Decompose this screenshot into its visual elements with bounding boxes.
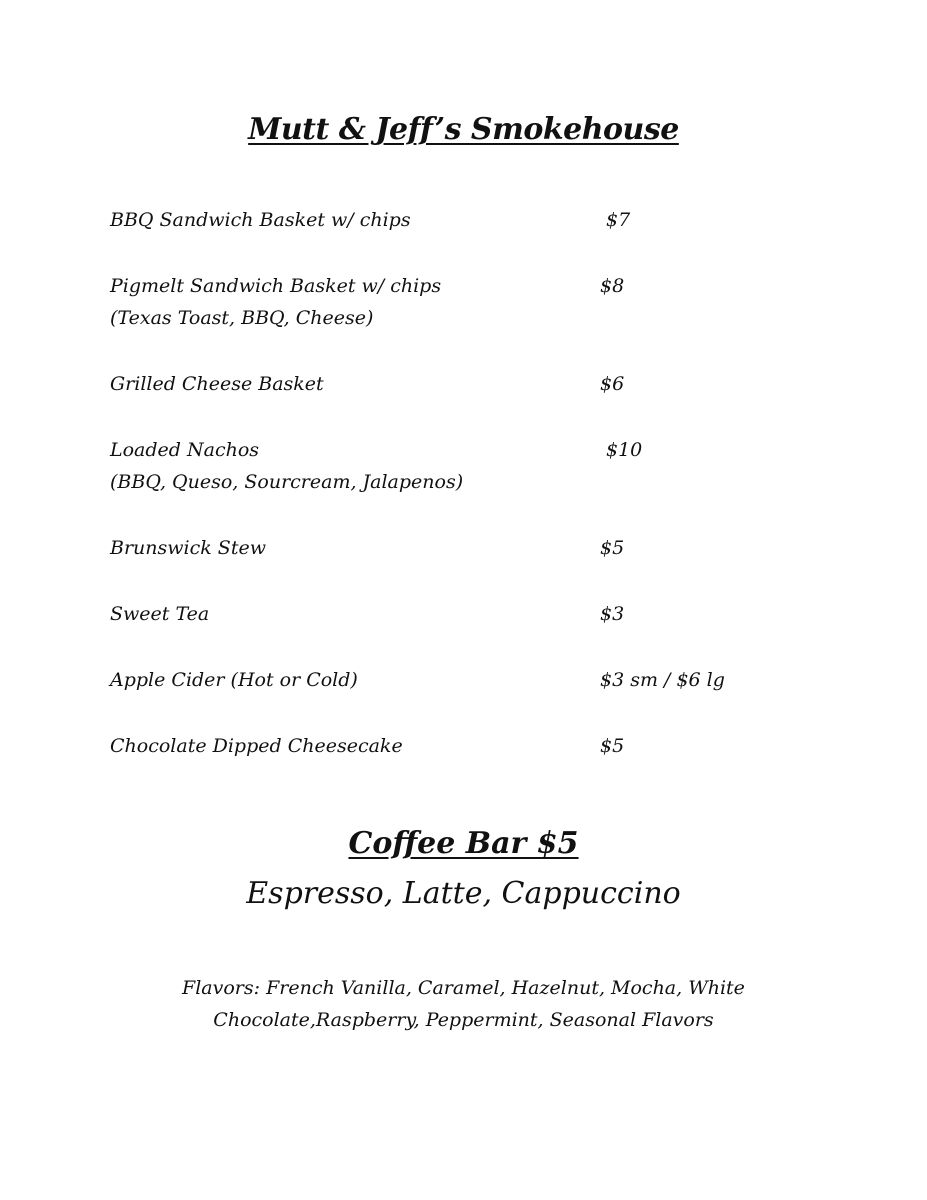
- menu-item-name: Pigmelt Sandwich Basket w/ chips: [110, 275, 442, 297]
- coffee-flavors: Flavors: French Vanilla, Caramel, Hazelnut, Mocha, White Chocolate,Raspberry, Peppermint, Seasonal Flavors: [182, 977, 745, 1031]
- menu-item-name: Chocolate Dipped Cheesecake: [110, 735, 403, 757]
- page-title-text: Mutt & Jeff’s Smokehouse: [248, 112, 679, 147]
- menu-item-price: $8: [600, 275, 625, 297]
- coffee-bar-heading-text: Coffee Bar $5: [348, 826, 579, 861]
- menu-item-name: Sweet Tea: [110, 603, 210, 625]
- menu-item-name: Apple Cider (Hot or Cold): [110, 669, 358, 691]
- menu-item-name: BBQ Sandwich Basket w/ chips: [110, 209, 411, 231]
- menu-item-name: Loaded Nachos: [110, 439, 260, 461]
- coffee-drinks: Espresso, Latte, Cappuccino: [246, 876, 681, 911]
- page-title: [0, 112, 927, 147]
- menu-item-description: (Texas Toast, BBQ, Cheese): [110, 307, 374, 329]
- coffee-bar-heading: [0, 826, 927, 861]
- menu-item-price: $6: [600, 373, 625, 395]
- menu-item-price: $3: [600, 603, 625, 625]
- menu-item-price: $3 sm / $6 lg: [600, 669, 725, 691]
- menu-item-price: $5: [600, 537, 625, 559]
- menu-item-price: $7: [606, 209, 631, 231]
- menu-item-description: (BBQ, Queso, Sourcream, Jalapenos): [110, 471, 464, 493]
- menu-item-name: Grilled Cheese Basket: [110, 373, 324, 395]
- menu-item-price: $5: [600, 735, 625, 757]
- menu-item-name: Brunswick Stew: [110, 537, 266, 559]
- menu-item-price: $10: [606, 439, 643, 461]
